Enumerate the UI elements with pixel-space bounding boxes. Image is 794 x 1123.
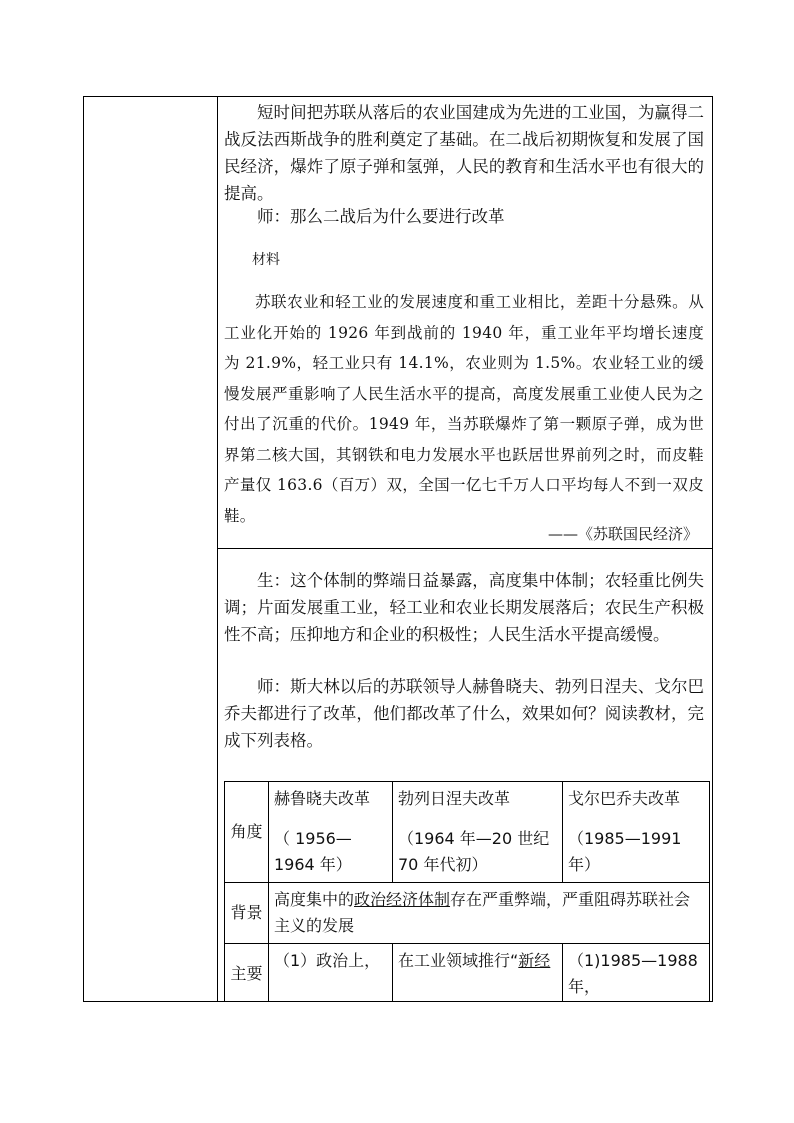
teacher-question: 师：那么二战后为什么要进行改革	[257, 207, 505, 226]
background-text-underlined: 政治经济体制	[354, 890, 451, 909]
brezhnev-title: 勃列日涅夫改革	[398, 789, 511, 808]
material-label: 材料	[252, 252, 280, 268]
material-text: 苏联农业和轻工业的发展速度和重工业相比，差距十分悬殊。从工业化开始的 1926 年到战前的 1940 年，重工业年平均增长速度为 21.9%，轻工业只有 14.1%，农业则为 1.5%。农业轻工业的缓慢发展严重影响了人民生活水平的提高，高度发展重工业使人民为之付出了沉重的代价。1949 年，当苏联爆炸了第一颗原子弹，成为世界第二核大国，其钢铁和电力发展水平也跃居世界前列之时，而皮鞋产量仅 163.6（百万）双，全国一亿七千万人口平均每人不到一双皮鞋。	[224, 293, 704, 525]
main-content-row	[225, 944, 710, 1002]
main-col1-cell: （1）政治上，	[269, 944, 393, 1002]
main-label: 主要	[225, 944, 269, 1002]
khrushchev-title: 赫鲁晓夫改革	[274, 789, 371, 808]
teacher-instruction: 师：斯大林以后的苏联领导人赫鲁晓夫、勃列日涅夫、戈尔巴乔夫都进行了改革，他们都改革了什么，效果如何？阅读教材，完成下列表格。	[224, 677, 704, 750]
main-col2-cell	[393, 944, 563, 1002]
background-text-post: 存在严重弊端，严重阻碍苏联社会主义的发展	[274, 890, 691, 935]
background-text-pre: 高度集中的	[274, 890, 355, 909]
khrushchev-period: （ 1956—1964 年）	[274, 829, 352, 874]
corner-cell: 角度	[225, 782, 269, 883]
main-col2-underlined: 新经	[518, 951, 551, 970]
lesson-table-frame	[83, 96, 713, 1002]
material-source: ——《苏联国民经济》	[547, 525, 698, 543]
khrushchev-header	[269, 782, 393, 883]
background-label: 背景	[225, 883, 269, 944]
brezhnev-period: （1964 年—20 世纪 70 年代初）	[398, 829, 550, 874]
background-row	[225, 883, 710, 944]
divider-line	[218, 548, 712, 549]
table-header-row	[225, 782, 710, 883]
main-col2-pre: 在工业领域推行“	[398, 951, 519, 970]
background-cell	[269, 883, 710, 944]
intro-paragraph: 短时间把苏联从落后的农业国建成为先进的工业国，为赢得二战反法西斯战争的胜利奠定了基础。在二战后初期恢复和发展了国民经济，爆炸了原子弹和氢弹，人民的教育和生活水平也有很大的提高。	[224, 103, 704, 203]
student-answer: 生：这个体制的弊端日益暴露，高度集中体制；农轻重比例失调；片面发展重工业，轻工业和农业长期发展落后；农民生产积极性不高；压抑地方和企业的积极性；人民生活水平提高缓慢。	[224, 571, 704, 644]
gorbachev-header	[563, 782, 710, 883]
main-col3-cell: （1)1985—1988 年，	[563, 944, 710, 1002]
gorbachev-title: 戈尔巴乔夫改革	[568, 789, 681, 808]
left-column-empty	[84, 97, 218, 1001]
brezhnev-header	[393, 782, 563, 883]
lesson-content-column	[218, 97, 712, 1001]
reform-comparison-table	[224, 781, 710, 1001]
gorbachev-period: （1985—1991 年）	[568, 829, 682, 874]
